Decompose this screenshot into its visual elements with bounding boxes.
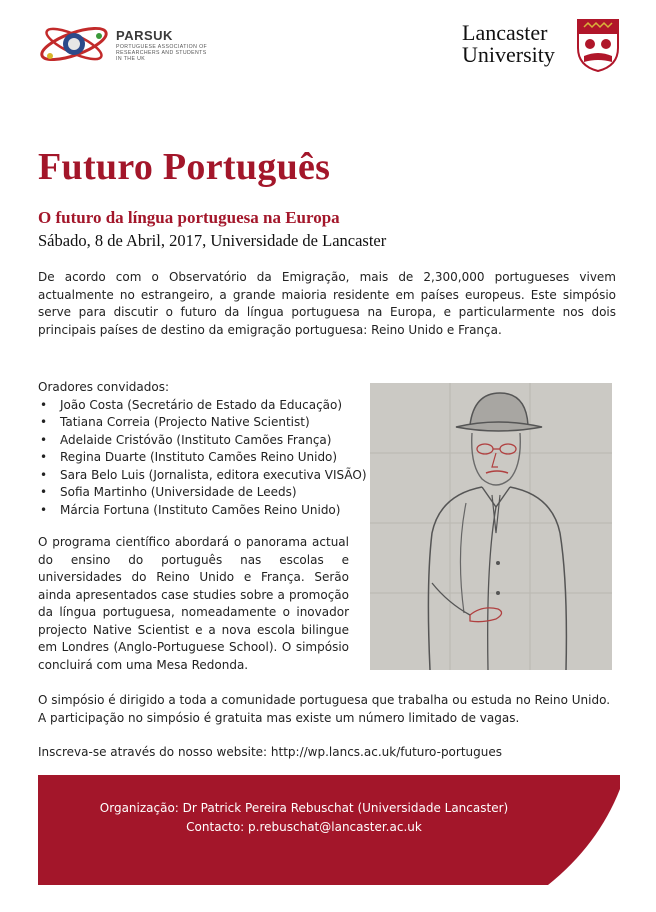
- lancaster-wordmark-line2: University: [462, 42, 555, 67]
- lancaster-logo: [460, 18, 622, 78]
- speaker-item: • Márcia Fortuna (Instituto Camões Reino Unido): [38, 502, 368, 520]
- parsuk-name: PARSUK: [116, 28, 173, 43]
- lancaster-wordmark-line1: Lancaster: [462, 20, 548, 45]
- intro-paragraph: De acordo com o Observatório da Emigração, mais de 2,300,000 portugueses vivem actualmente no estrangeiro, a grande maioria residente em países europeus. Este simpósio serve para discutir o futuro da língua portuguesa na Europa, e particularmente nos dois principais países de destino da emigração portuguesa: Reino Unido e França.: [38, 270, 616, 337]
- audience-paragraph: O simpósio é dirigido a toda a comunidade portuguesa que trabalha ou estuda no Reino Unido. A participação no simpósio é gratuita mas existe um número limitado de vagas.: [38, 693, 611, 725]
- speaker-item: • Tatiana Correia (Projecto Native Scientist): [38, 414, 368, 432]
- speaker-item: • Sofia Martinho (Universidade de Leeds): [38, 484, 368, 502]
- page-subtitle: O futuro da língua portuguesa na Europa: [38, 208, 340, 227]
- speakers-heading: Oradores convidados:: [38, 380, 170, 394]
- footer-organization: Organização: Dr Patrick Pereira Rebuschat (Universidade Lancaster): [99, 801, 509, 815]
- speakers-section: [38, 379, 368, 519]
- speaker-item: • Regina Duarte (Instituto Camões Reino Unido): [38, 449, 368, 467]
- registration-link[interactable]: Inscreva-se através do nosso website: http://wp.lancs.ac.uk/futuro-portugues: [38, 745, 502, 759]
- parsuk-emblem-icon: [36, 14, 116, 76]
- parsuk-logo: [36, 14, 208, 76]
- pessoa-drawing-icon: [370, 383, 612, 670]
- speakers-list: [38, 397, 368, 520]
- parsuk-subtitle: PORTUGUESE ASSOCIATION OF RESEARCHERS AND STUDENTS IN THE UK: [116, 44, 208, 62]
- speaker-item: • Sara Belo Luis (Jornalista, editora executiva VISÃO): [38, 467, 368, 485]
- speaker-item: • Adelaide Cristóvão (Instituto Camões França): [38, 432, 368, 450]
- page-title: Futuro Português: [38, 146, 331, 188]
- lancaster-crest-icon: [576, 18, 620, 72]
- event-date-location: Sábado, 8 de Abril, 2017, Universidade de Lancaster: [38, 231, 387, 250]
- footer-band: [38, 775, 620, 885]
- speaker-item: • João Costa (Secretário de Estado da Educação): [38, 397, 368, 415]
- program-paragraph: O programa científico abordará o panorama actual do ensino do português nas escolas e universidades do Reino Unido e França. Serão ainda apresentados case studies sobre a promoção da língua portuguesa, nomeadamente o inovador projecto Native Scientist e a nova escola bilingue em Londres (Anglo-Portuguese School). O simpósio concluirá com uma Mesa Redonda.: [38, 535, 349, 672]
- pessoa-illustration: [370, 383, 612, 670]
- footer-contact[interactable]: Contacto: p.rebuschat@lancaster.ac.uk: [186, 820, 422, 834]
